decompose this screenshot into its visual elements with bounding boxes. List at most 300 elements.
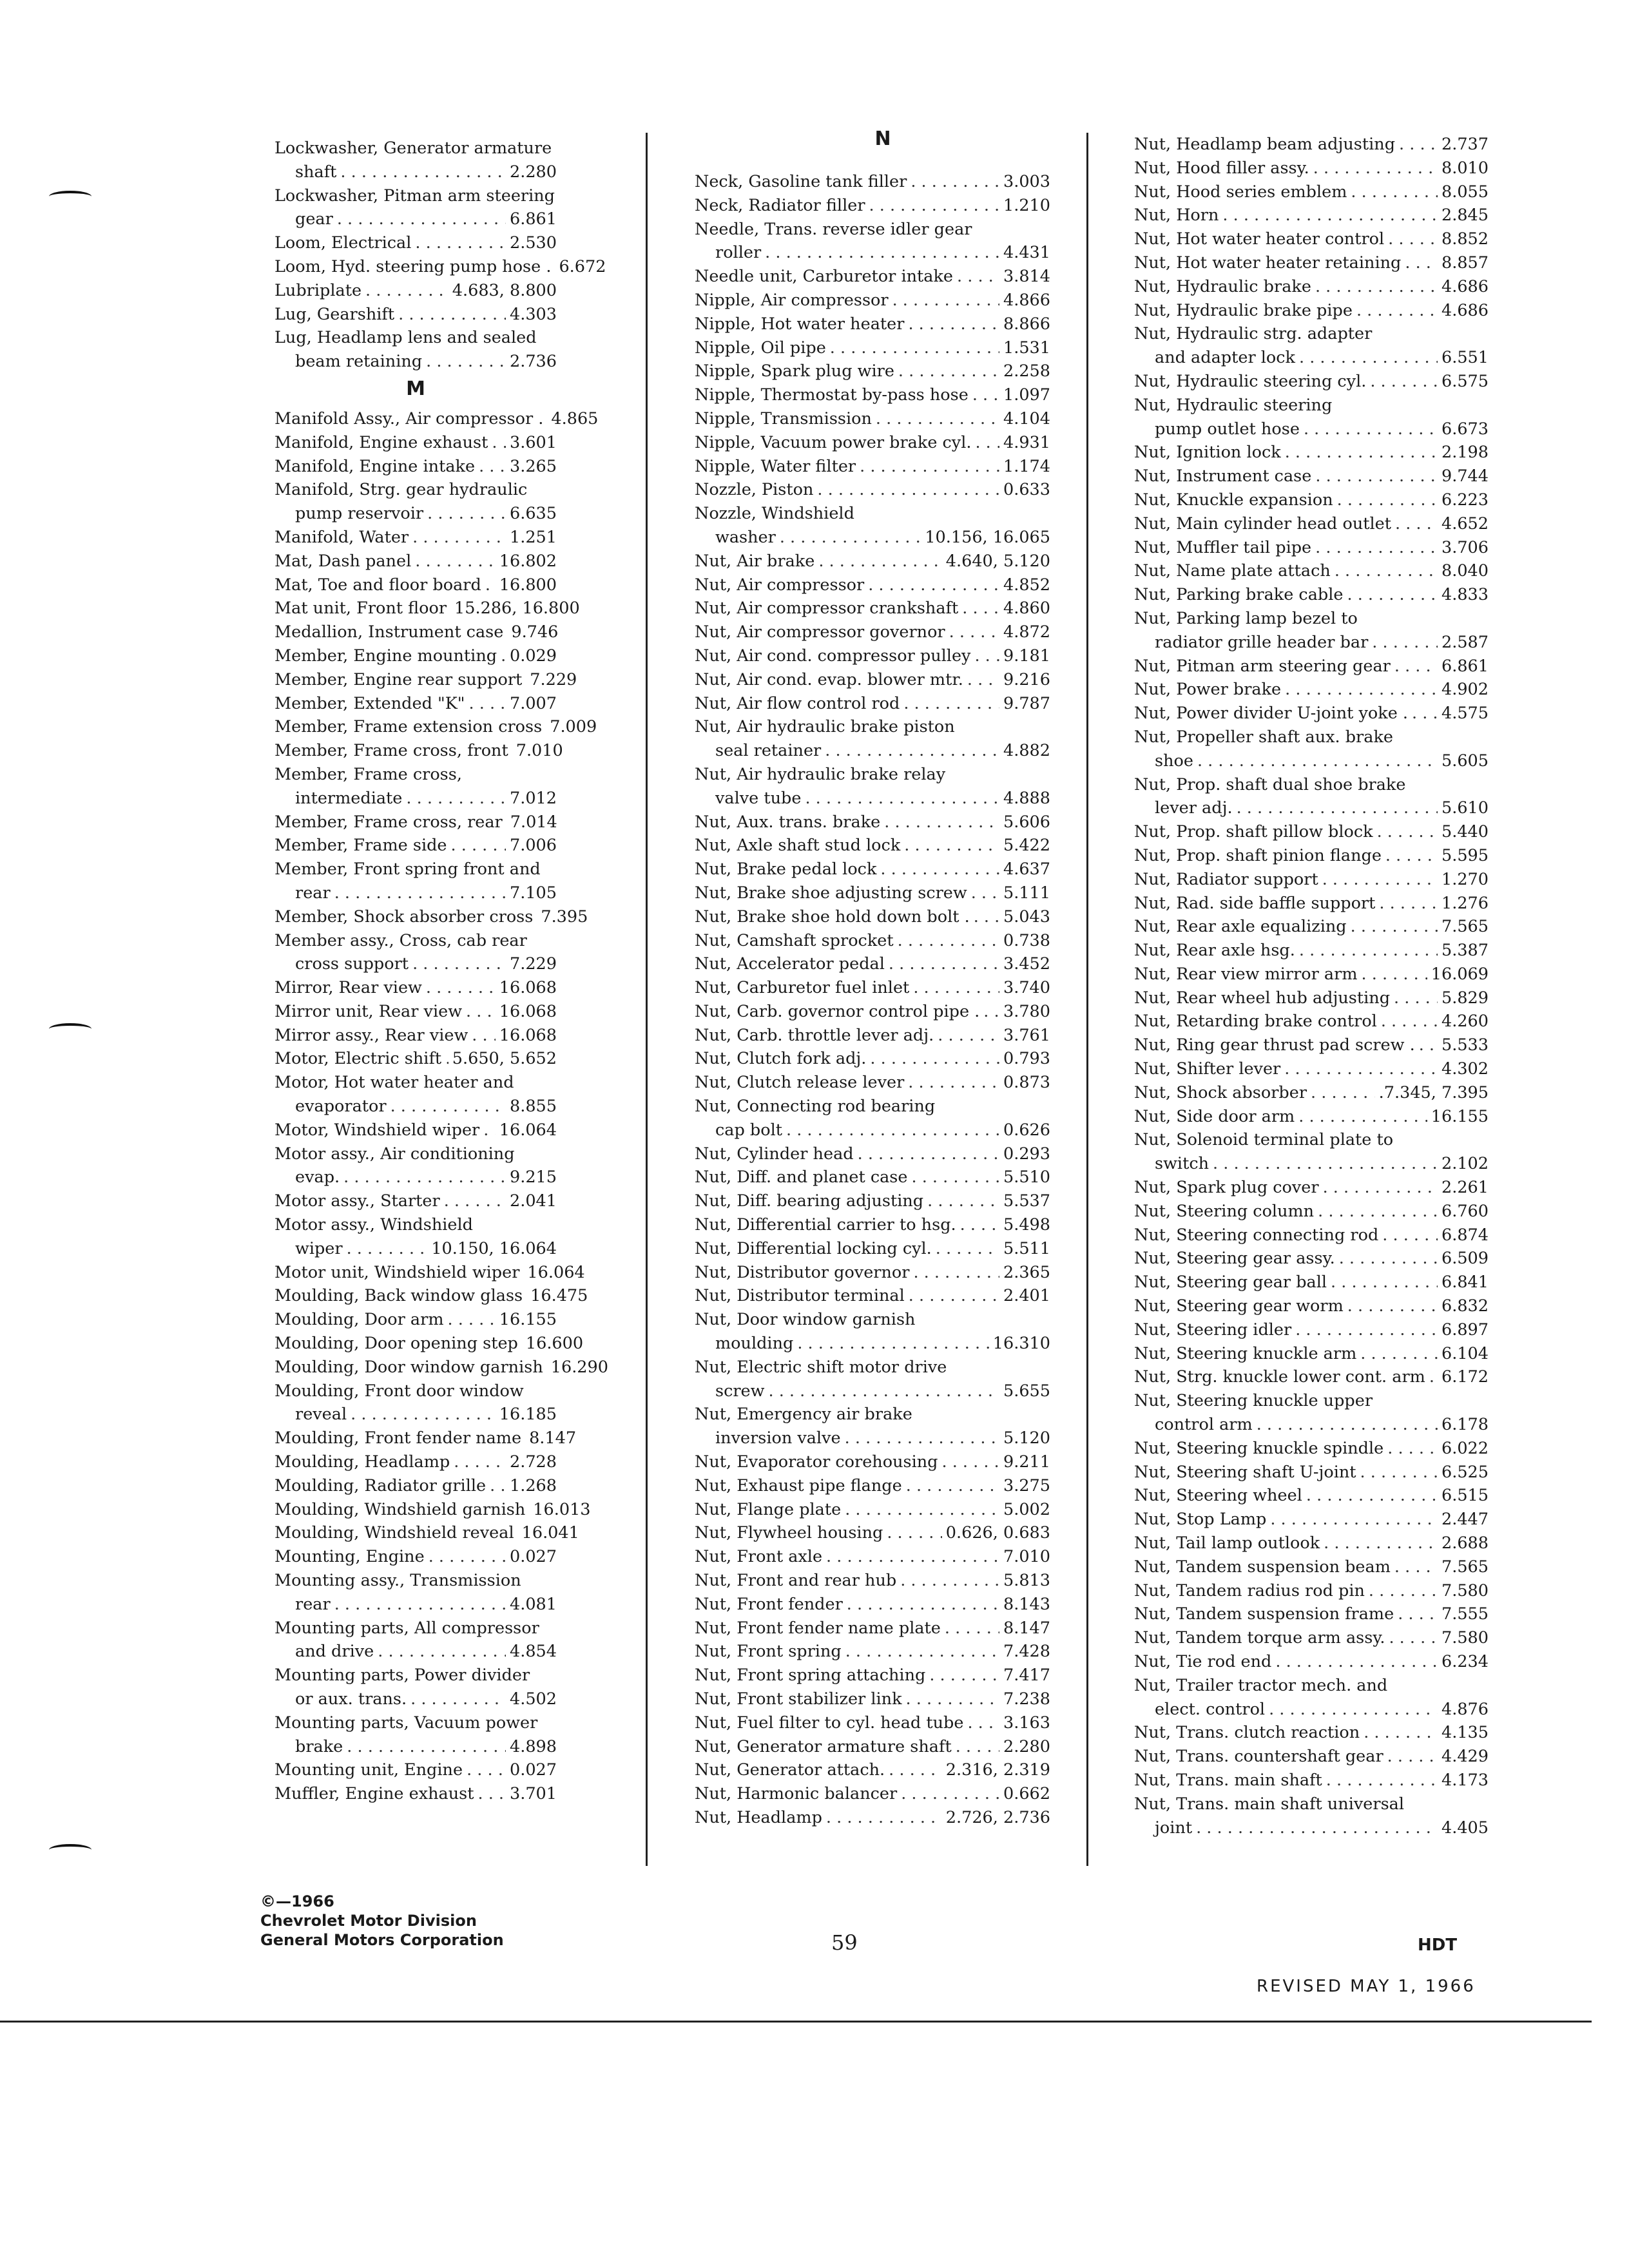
dot-leader	[1399, 133, 1438, 157]
index-entry	[695, 573, 1050, 597]
index-entry-line	[275, 255, 606, 279]
entry-label: Nut, Steering knuckle upper	[1134, 1391, 1373, 1411]
index-entry-line	[1134, 702, 1489, 726]
entry-page-ref: 0.626, 0.683	[945, 1523, 1050, 1543]
index-entry	[275, 431, 557, 455]
entry-label: Nut, Name plate attach	[1134, 561, 1331, 581]
entry-page-ref: 4.302	[1441, 1059, 1489, 1079]
index-entry-line	[1134, 418, 1489, 441]
index-entry-line	[275, 550, 557, 573]
dot-leader	[347, 1237, 428, 1261]
index-entry-line	[275, 231, 557, 255]
index-entry	[275, 407, 599, 431]
index-entry-line	[1134, 963, 1489, 986]
entry-page-ref: 16.069	[1431, 964, 1489, 984]
entry-label: rear	[295, 883, 331, 903]
entry-page-ref: 3.452	[1003, 954, 1050, 974]
index-entry-line	[695, 1379, 1050, 1403]
index-entry	[275, 1308, 557, 1332]
entry-label: valve tube	[715, 788, 802, 808]
dot-leader	[1347, 1294, 1438, 1318]
section-letter-n: N	[874, 128, 891, 150]
entry-label: Nut, Diff. and planet case	[695, 1168, 908, 1187]
entry-label: screw	[715, 1381, 765, 1401]
entry-label: Nut, Pitman arm steering gear	[1134, 656, 1391, 676]
entry-label: Mirror assy., Rear view	[275, 1025, 468, 1045]
entry-label: Nut, Aux. trans. brake	[695, 812, 881, 832]
dot-leader	[343, 1166, 506, 1189]
index-entry	[695, 1498, 1050, 1522]
entry-page-ref: 3.814	[1003, 267, 1050, 287]
dot-leader	[903, 692, 999, 716]
index-entry	[695, 1474, 1050, 1498]
entry-label: Nut, Distributor terminal	[695, 1286, 905, 1306]
entry-page-ref: 9.216	[1003, 669, 1050, 689]
index-entry-line	[695, 1166, 1050, 1189]
entry-label: Moulding, Door opening step	[275, 1334, 518, 1354]
dot-leader	[1306, 1484, 1438, 1508]
index-entry	[275, 1569, 557, 1617]
dot-leader	[975, 431, 999, 455]
dot-leader	[818, 550, 941, 573]
dot-leader	[941, 1450, 999, 1474]
index-entry	[695, 194, 1050, 218]
index-entry	[1134, 275, 1489, 299]
entry-label: Nut, Differential locking cyl.	[695, 1238, 932, 1258]
index-entry	[275, 1758, 557, 1782]
entry-label: Nipple, Hot water heater	[695, 314, 905, 334]
index-entry-line	[275, 303, 557, 327]
index-entry-line	[695, 881, 1050, 905]
index-entry	[695, 550, 1050, 573]
index-entry	[275, 1545, 557, 1569]
dot-leader	[1237, 796, 1438, 820]
dot-leader	[845, 1498, 999, 1522]
dot-leader	[1270, 1508, 1438, 1532]
index-entry-line	[695, 620, 1050, 644]
dot-leader	[765, 241, 999, 265]
index-entry	[695, 336, 1050, 360]
entry-page-ref: 7.014	[510, 812, 557, 832]
index-entry-line	[1134, 844, 1489, 868]
index-entry-line	[695, 1474, 1050, 1498]
index-entry	[275, 455, 557, 479]
dot-leader	[911, 170, 999, 194]
index-entry	[695, 952, 1050, 976]
index-entry	[1134, 204, 1489, 227]
index-entry-line	[695, 312, 1050, 336]
entry-label: Nut, Evaporator corehousing	[695, 1452, 938, 1472]
index-entry	[695, 1403, 1050, 1450]
entry-label: Lockwasher, Generator armature	[275, 139, 552, 158]
index-entry-line	[695, 668, 1050, 692]
entry-page-ref: 16.800	[499, 575, 557, 595]
index-entry	[695, 1545, 1050, 1569]
entry-label: Nut, Air compressor governor	[695, 622, 945, 642]
index-entries-n	[695, 170, 1050, 1830]
index-entry-line	[275, 976, 557, 1000]
entry-label: Lug, Headlamp lens and sealed	[275, 328, 537, 348]
dot-leader	[1372, 631, 1438, 655]
entry-page-ref: 9.746	[511, 622, 559, 642]
entry-page-ref: 5.813	[1003, 1571, 1050, 1591]
entry-label: Nut, Air compressor crankshaft	[695, 599, 959, 619]
entry-label: Lug, Gearshift	[275, 304, 395, 324]
dot-leader	[967, 1711, 999, 1735]
dot-leader	[478, 1782, 506, 1806]
entry-label: Loom, Hyd. steering pump hose .	[275, 256, 552, 276]
dot-leader	[909, 1284, 999, 1308]
index-entry-line	[1134, 655, 1489, 678]
entry-label: Nut, Knuckle expansion	[1134, 490, 1333, 510]
dot-leader	[444, 1189, 506, 1213]
entry-label: Nut, Generator attach.	[695, 1760, 885, 1780]
index-entry-line	[275, 1427, 577, 1450]
index-entry	[275, 1000, 557, 1024]
entry-label: Mounting unit, Engine	[275, 1760, 463, 1780]
index-entry	[275, 905, 588, 929]
entry-page-ref: 4.872	[1003, 622, 1050, 642]
dot-leader	[949, 620, 999, 644]
entry-label: Mirror, Rear view	[275, 978, 422, 998]
index-entry	[1134, 1081, 1489, 1105]
index-entry-line	[275, 1545, 557, 1569]
index-entry	[695, 1284, 1050, 1308]
index-entry-line	[275, 407, 599, 431]
entry-label: Nut, Harmonic balancer	[695, 1784, 898, 1804]
index-entry-line	[275, 1261, 585, 1285]
index-entry-line	[695, 1711, 1050, 1735]
entry-page-ref: 5.650, 5.652	[452, 1049, 557, 1069]
index-entry-line	[695, 1735, 1050, 1759]
entry-page-ref: 0.662	[1003, 1784, 1050, 1804]
index-entry-line	[1134, 1057, 1489, 1081]
index-entry	[695, 1095, 1050, 1142]
entry-page-ref: 3.706	[1441, 537, 1489, 557]
entry-page-ref: 5.595	[1441, 845, 1489, 865]
index-entry	[695, 1237, 1050, 1261]
index-entry-line	[1134, 512, 1489, 536]
index-entry	[1134, 322, 1489, 370]
index-entry	[1134, 1792, 1489, 1840]
entry-page-ref: 16.068	[499, 978, 557, 998]
index-entry-line	[1134, 1508, 1489, 1532]
entry-label: Manifold, Engine exhaust	[275, 432, 488, 452]
entry-label: Nipple, Vacuum power brake cyl.	[695, 432, 972, 452]
index-entry-line	[695, 1664, 1050, 1687]
dot-leader	[1351, 915, 1438, 939]
entry-page-ref: 4.833	[1441, 585, 1489, 605]
index-entry	[1134, 1437, 1489, 1461]
index-entry	[275, 184, 557, 232]
entry-label: Nozzle, Piston	[695, 480, 814, 500]
entry-label: Nut, Ring gear thrust pad screw .	[1134, 1035, 1415, 1055]
entry-label: Nut, Instrument case	[1134, 466, 1312, 486]
entry-label: Nut, Air cond. compressor pulley	[695, 646, 971, 666]
index-entry	[1134, 892, 1489, 916]
index-column-1	[275, 137, 608, 1806]
entry-label: Nut, Hood series emblem	[1134, 182, 1347, 202]
index-entry	[695, 1640, 1050, 1664]
dot-leader	[826, 1545, 999, 1569]
entry-page-ref: 16.802	[499, 551, 557, 571]
index-entry-line	[695, 218, 1050, 242]
index-entry-line	[1134, 1579, 1489, 1603]
index-entry-line	[275, 279, 557, 303]
entry-label: lever adj.	[1155, 798, 1233, 818]
index-entry-line	[695, 1403, 1050, 1427]
entry-label: Nut, Rad. side baffle support	[1134, 893, 1376, 913]
entry-page-ref: 4.683, 8.800	[452, 280, 557, 300]
index-entry	[695, 1593, 1050, 1617]
entry-page-ref: 6.172	[1441, 1367, 1489, 1387]
entry-label: Member, Frame cross, front	[275, 741, 508, 761]
entry-page-ref: 6.525	[1441, 1462, 1489, 1482]
dot-leader	[1347, 583, 1438, 607]
entry-label: Nut, Prop. shaft dual shoe brake	[1134, 774, 1406, 794]
dot-leader	[1323, 1176, 1438, 1200]
dot-leader	[1398, 1602, 1438, 1626]
index-entry	[695, 1617, 1050, 1640]
entry-page-ref: 16.064	[499, 1120, 557, 1140]
index-entry	[1134, 1294, 1489, 1318]
entry-page-ref: 7.229	[509, 954, 557, 974]
revision-date: REVISED MAY 1, 1966	[1257, 1977, 1476, 1996]
index-entry-line	[275, 1664, 557, 1687]
index-entry-line	[695, 1213, 1050, 1237]
dot-leader	[426, 350, 506, 374]
dot-leader	[1379, 892, 1438, 916]
entry-label: Nut, Front spring	[695, 1642, 842, 1662]
entry-label: Member, Front spring front and	[275, 860, 541, 879]
index-entry	[275, 1047, 557, 1071]
dot-leader	[1360, 1342, 1438, 1366]
dot-leader	[390, 1095, 506, 1119]
index-entry	[695, 407, 1050, 431]
entry-page-ref: 5.498	[1003, 1215, 1050, 1235]
entry-page-ref: 7.105	[509, 883, 557, 903]
index-entry-line	[695, 739, 1050, 763]
entry-label: Motor assy., Air conditioning	[275, 1144, 515, 1164]
dot-leader	[1394, 986, 1438, 1010]
dot-leader	[492, 431, 506, 455]
entry-label: Nut, Brake shoe hold down bolt .	[695, 907, 970, 927]
entry-page-ref: 6.897	[1441, 1320, 1489, 1340]
entry-page-ref: 0.293	[1003, 1144, 1050, 1164]
index-entry-line	[275, 1237, 557, 1261]
entry-page-ref: 2.041	[509, 1191, 557, 1211]
index-entry-line	[1134, 820, 1489, 844]
index-entry-line	[1134, 1128, 1489, 1152]
entry-label: Nut, Rear axle hsg.	[1134, 941, 1295, 961]
entry-label: Nut, Hydraulic strg. adapter	[1134, 324, 1373, 344]
index-entry-line	[275, 502, 557, 526]
entry-label: Nut, Headlamp	[695, 1807, 822, 1827]
entry-label: Nut, Distributor governor	[695, 1262, 910, 1282]
index-entry	[695, 976, 1050, 1000]
entry-page-ref: 8.147	[529, 1428, 577, 1448]
entry-page-ref: 16.068	[499, 1001, 557, 1021]
index-entry-line	[695, 1450, 1050, 1474]
entry-page-ref: 5.533	[1441, 1035, 1489, 1055]
entry-label: Nut, Electric shift motor drive	[695, 1357, 947, 1377]
entry-page-ref: 5.511	[1003, 1238, 1050, 1258]
footer-rule	[0, 2021, 1592, 2023]
index-entry-line	[1134, 1271, 1489, 1294]
dot-leader	[1405, 251, 1438, 275]
entry-label: wiper	[295, 1238, 343, 1258]
dot-leader	[1412, 702, 1438, 726]
index-entry-line	[1134, 394, 1489, 418]
index-entry	[695, 1189, 1050, 1213]
dot-leader	[911, 1166, 999, 1189]
entry-page-ref: 4.902	[1441, 680, 1489, 700]
entry-page-ref: 16.290	[550, 1357, 608, 1377]
index-entry	[695, 668, 1050, 692]
entry-label: Nut, Prop. shaft pinion flange	[1134, 845, 1382, 865]
entry-page-ref: 2.845	[1441, 206, 1489, 226]
index-entry-line	[275, 715, 597, 739]
index-entry	[1134, 1247, 1489, 1271]
entry-page-ref: 7.555	[1441, 1604, 1489, 1624]
index-entry-line	[1134, 868, 1489, 892]
dot-leader	[1196, 1816, 1438, 1840]
dot-leader	[904, 834, 999, 858]
entry-label: Nipple, Water filter	[695, 456, 856, 476]
entry-label: Nut, Steering gear ball	[1134, 1273, 1327, 1293]
entry-page-ref: 6.551	[1441, 348, 1489, 368]
index-entry-line	[695, 929, 1050, 953]
dot-leader	[884, 811, 999, 834]
entry-page-ref: 3.163	[1003, 1713, 1050, 1733]
dot-leader	[410, 1687, 506, 1711]
entry-label: Mounting parts, All compressor	[275, 1618, 539, 1638]
entry-page-ref: 2.261	[1441, 1178, 1489, 1198]
entry-label: and drive	[295, 1642, 374, 1662]
entry-label: Nut, Spark plug cover	[1134, 1178, 1319, 1198]
entry-label: Member, Frame cross,	[275, 764, 462, 784]
entry-page-ref: 5.537	[1003, 1191, 1050, 1211]
entry-label: Nut, Exhaust pipe flange	[695, 1475, 902, 1495]
entry-label: Nut, Steering connecting rod	[1134, 1225, 1379, 1245]
entry-label: Mat unit, Front floor	[275, 599, 447, 619]
entry-label: Neck, Gasoline tank filler	[695, 172, 907, 191]
index-entry	[1134, 1555, 1489, 1579]
index-entry	[275, 763, 557, 811]
index-entry	[275, 715, 597, 739]
entry-label: Nut, Tandem suspension beam	[1134, 1557, 1391, 1577]
index-entry-line	[695, 1640, 1050, 1664]
index-entry-line	[1134, 607, 1489, 631]
index-entry-line	[695, 1782, 1050, 1806]
index-entry-line	[695, 383, 1050, 407]
dot-leader	[1335, 559, 1438, 583]
entry-label: Motor unit, Windshield wiper	[275, 1262, 520, 1282]
entry-label: Nut, Carb. throttle lever adj.	[695, 1025, 934, 1045]
entry-label: Nut, Axle shaft stud lock	[695, 836, 901, 856]
index-entry-line	[695, 811, 1050, 834]
entry-page-ref: 4.429	[1441, 1747, 1489, 1767]
dot-leader	[1364, 1721, 1438, 1745]
dot-leader	[1429, 1365, 1438, 1389]
index-entry-line	[275, 692, 557, 716]
index-entry	[275, 929, 557, 977]
index-entry-line	[695, 1024, 1050, 1048]
index-entry-line	[695, 289, 1050, 312]
index-entry	[1134, 1532, 1489, 1555]
index-entry-line	[695, 952, 1050, 976]
index-entry-line	[275, 207, 557, 231]
index-entry-line	[1134, 1674, 1489, 1698]
index-entry-line	[1134, 939, 1489, 963]
entry-page-ref: 7.229	[530, 669, 577, 689]
entry-page-ref: 8.147	[1003, 1618, 1050, 1638]
dot-leader	[908, 1071, 999, 1095]
dot-leader	[927, 1189, 999, 1213]
entry-page-ref: 5.610	[1441, 798, 1489, 818]
entry-page-ref: 16.064	[527, 1262, 585, 1282]
entry-page-ref: 8.010	[1441, 158, 1489, 178]
entry-label: Needle, Trans. reverse idler gear	[695, 219, 972, 239]
index-entry-line	[275, 184, 557, 208]
entry-label: Nipple, Transmission	[695, 408, 872, 428]
index-entry	[695, 1806, 1050, 1830]
index-entry-line	[1134, 1650, 1489, 1674]
index-entry-line	[695, 1189, 1050, 1213]
index-entry-line	[695, 715, 1050, 739]
index-entry-line	[695, 170, 1050, 194]
index-entry-line	[1134, 1721, 1489, 1745]
index-entry	[275, 1261, 585, 1285]
index-entry	[695, 1024, 1050, 1048]
entry-page-ref: 7.006	[509, 836, 557, 856]
entry-page-ref: 4.876	[1441, 1699, 1489, 1719]
entry-label: Nut, Trans. main shaft	[1134, 1770, 1322, 1790]
index-entry-line	[1134, 1602, 1489, 1626]
entry-label: Nipple, Air compressor	[695, 290, 889, 310]
entry-label: Nut, Main cylinder head outlet	[1134, 514, 1391, 533]
index-entry-line	[1134, 204, 1489, 227]
entry-page-ref: 6.861	[1441, 656, 1489, 676]
index-entry-line	[275, 1498, 591, 1522]
dot-leader	[889, 1758, 942, 1782]
dot-leader	[347, 1735, 506, 1759]
entry-page-ref: 2.198	[1441, 443, 1489, 463]
dot-leader	[1295, 1318, 1438, 1342]
entry-label: Manifold, Engine intake	[275, 456, 476, 476]
index-entry	[1134, 607, 1489, 655]
dot-leader	[957, 265, 999, 289]
dot-leader	[826, 1806, 942, 1830]
index-entry	[1134, 1579, 1489, 1603]
entry-page-ref: 5.829	[1441, 988, 1489, 1008]
index-entry-line	[695, 1332, 1050, 1356]
index-entry	[695, 1782, 1050, 1806]
entry-label: cross support	[295, 954, 409, 974]
index-entry-line	[695, 1758, 1050, 1782]
index-entry	[275, 692, 557, 716]
entry-label: Nut, Air brake	[695, 551, 815, 571]
dot-leader	[472, 1024, 495, 1048]
entry-label: Nut, Power brake	[1134, 680, 1282, 700]
entry-page-ref: 2.401	[1003, 1286, 1050, 1306]
dot-leader	[1285, 441, 1438, 465]
entry-page-ref: 0.029	[509, 646, 557, 666]
entry-label: Manifold, Water	[275, 527, 409, 547]
entry-label: Muffler, Engine exhaust	[275, 1784, 474, 1804]
index-entry	[695, 644, 1050, 668]
entry-label: pump reservoir	[295, 504, 424, 524]
